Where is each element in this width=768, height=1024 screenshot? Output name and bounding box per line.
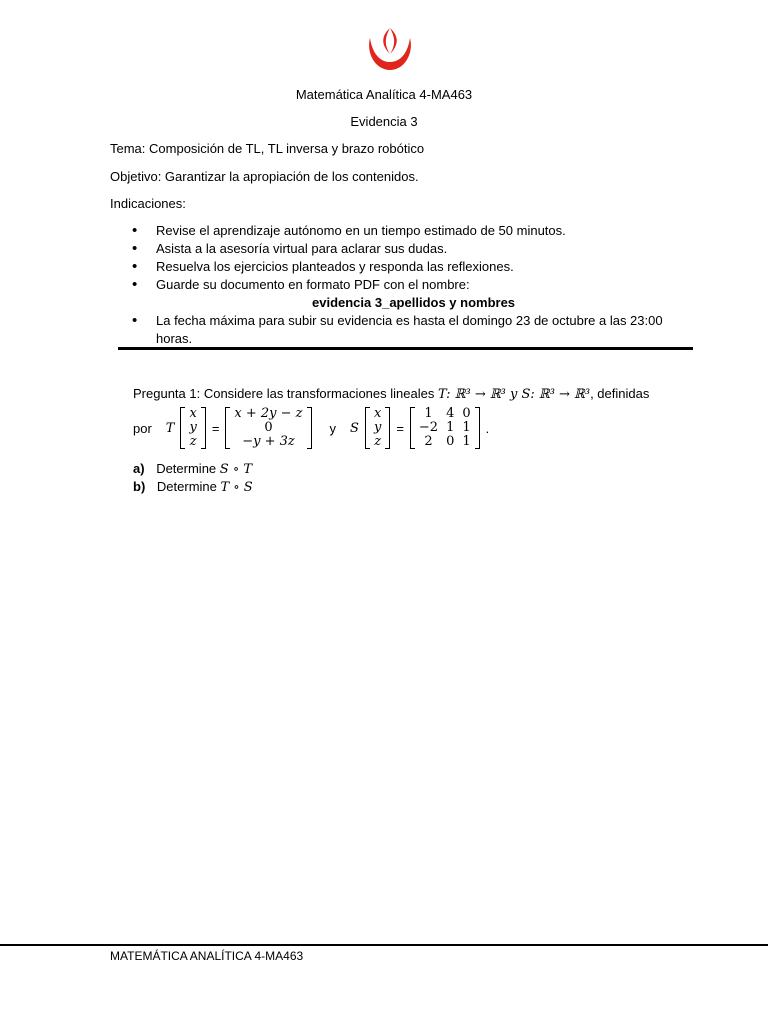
footer-divider bbox=[0, 944, 768, 946]
question-statement bbox=[133, 386, 693, 402]
section-divider bbox=[118, 347, 693, 350]
list-item: • Asista a la asesoría virtual para aclarar sus dudas. bbox=[132, 240, 672, 258]
university-logo bbox=[364, 24, 416, 74]
filename-text: evidencia 3_apellidos y nombres bbox=[312, 295, 516, 310]
list-item: • Revise el aprendizaje autónomo en un tiempo estimado de 50 minutos. bbox=[132, 222, 672, 240]
part-b bbox=[133, 479, 253, 495]
por-word: por bbox=[133, 420, 152, 436]
objetivo-line: Objetivo: Garantizar la apropiación de los contenidos. bbox=[110, 169, 419, 184]
indicaciones-label: Indicaciones: bbox=[110, 196, 186, 211]
part-a bbox=[133, 461, 252, 477]
part-a-label: a) bbox=[133, 461, 145, 476]
list-item: • Resuelva los ejercicios planteados y responda las reflexiones. bbox=[132, 258, 672, 276]
instructions-list bbox=[132, 222, 672, 348]
s-matrix: 1 4 0 −2 1 1 2 0 1 bbox=[410, 407, 480, 449]
transformation-definitions: por T x y z = x + 2y − z 0 −y + 3z y S x y z = 1 4 0 −2 1 1 2 0 1 . bbox=[133, 406, 490, 449]
y-word: y bbox=[329, 420, 337, 436]
xyz-vector: x y z bbox=[180, 407, 205, 449]
part-a-expr: S ∘ T bbox=[219, 462, 252, 477]
s-symbol: S bbox=[350, 420, 359, 436]
document-subtitle: Evidencia 3 bbox=[350, 114, 418, 129]
xyz-vector: x y z bbox=[365, 407, 390, 449]
part-b-label: b) bbox=[133, 479, 146, 494]
question-tail: , definidas bbox=[590, 386, 650, 401]
part-a-text: Determine bbox=[156, 461, 217, 476]
tema-line: Tema: Composición de TL, TL inversa y brazo robótico bbox=[110, 141, 425, 156]
question-lead: Pregunta 1: Considere las transformaciones lineales bbox=[133, 386, 438, 401]
part-b-text: Determine bbox=[156, 479, 217, 494]
footer-text: MATEMÁTICA ANALÍTICA 4-MA463 bbox=[110, 949, 304, 963]
part-b-expr: T ∘ S bbox=[220, 480, 253, 495]
question-maps: T: ℝ³ → ℝ³ y S: ℝ³ → ℝ³ bbox=[437, 387, 591, 402]
t-image-vector: x + 2y − z 0 −y + 3z bbox=[225, 407, 311, 449]
list-item: • La fecha máxima para subir su evidencia es hasta el domingo 23 de octubre a las 23:00 horas. bbox=[132, 312, 672, 348]
t-symbol: T bbox=[165, 420, 175, 436]
filename-line bbox=[132, 294, 672, 312]
document-title: Matemática Analítica 4-MA463 bbox=[295, 87, 473, 102]
list-item: • Guarde su documento en formato PDF con el nombre: bbox=[132, 276, 672, 294]
